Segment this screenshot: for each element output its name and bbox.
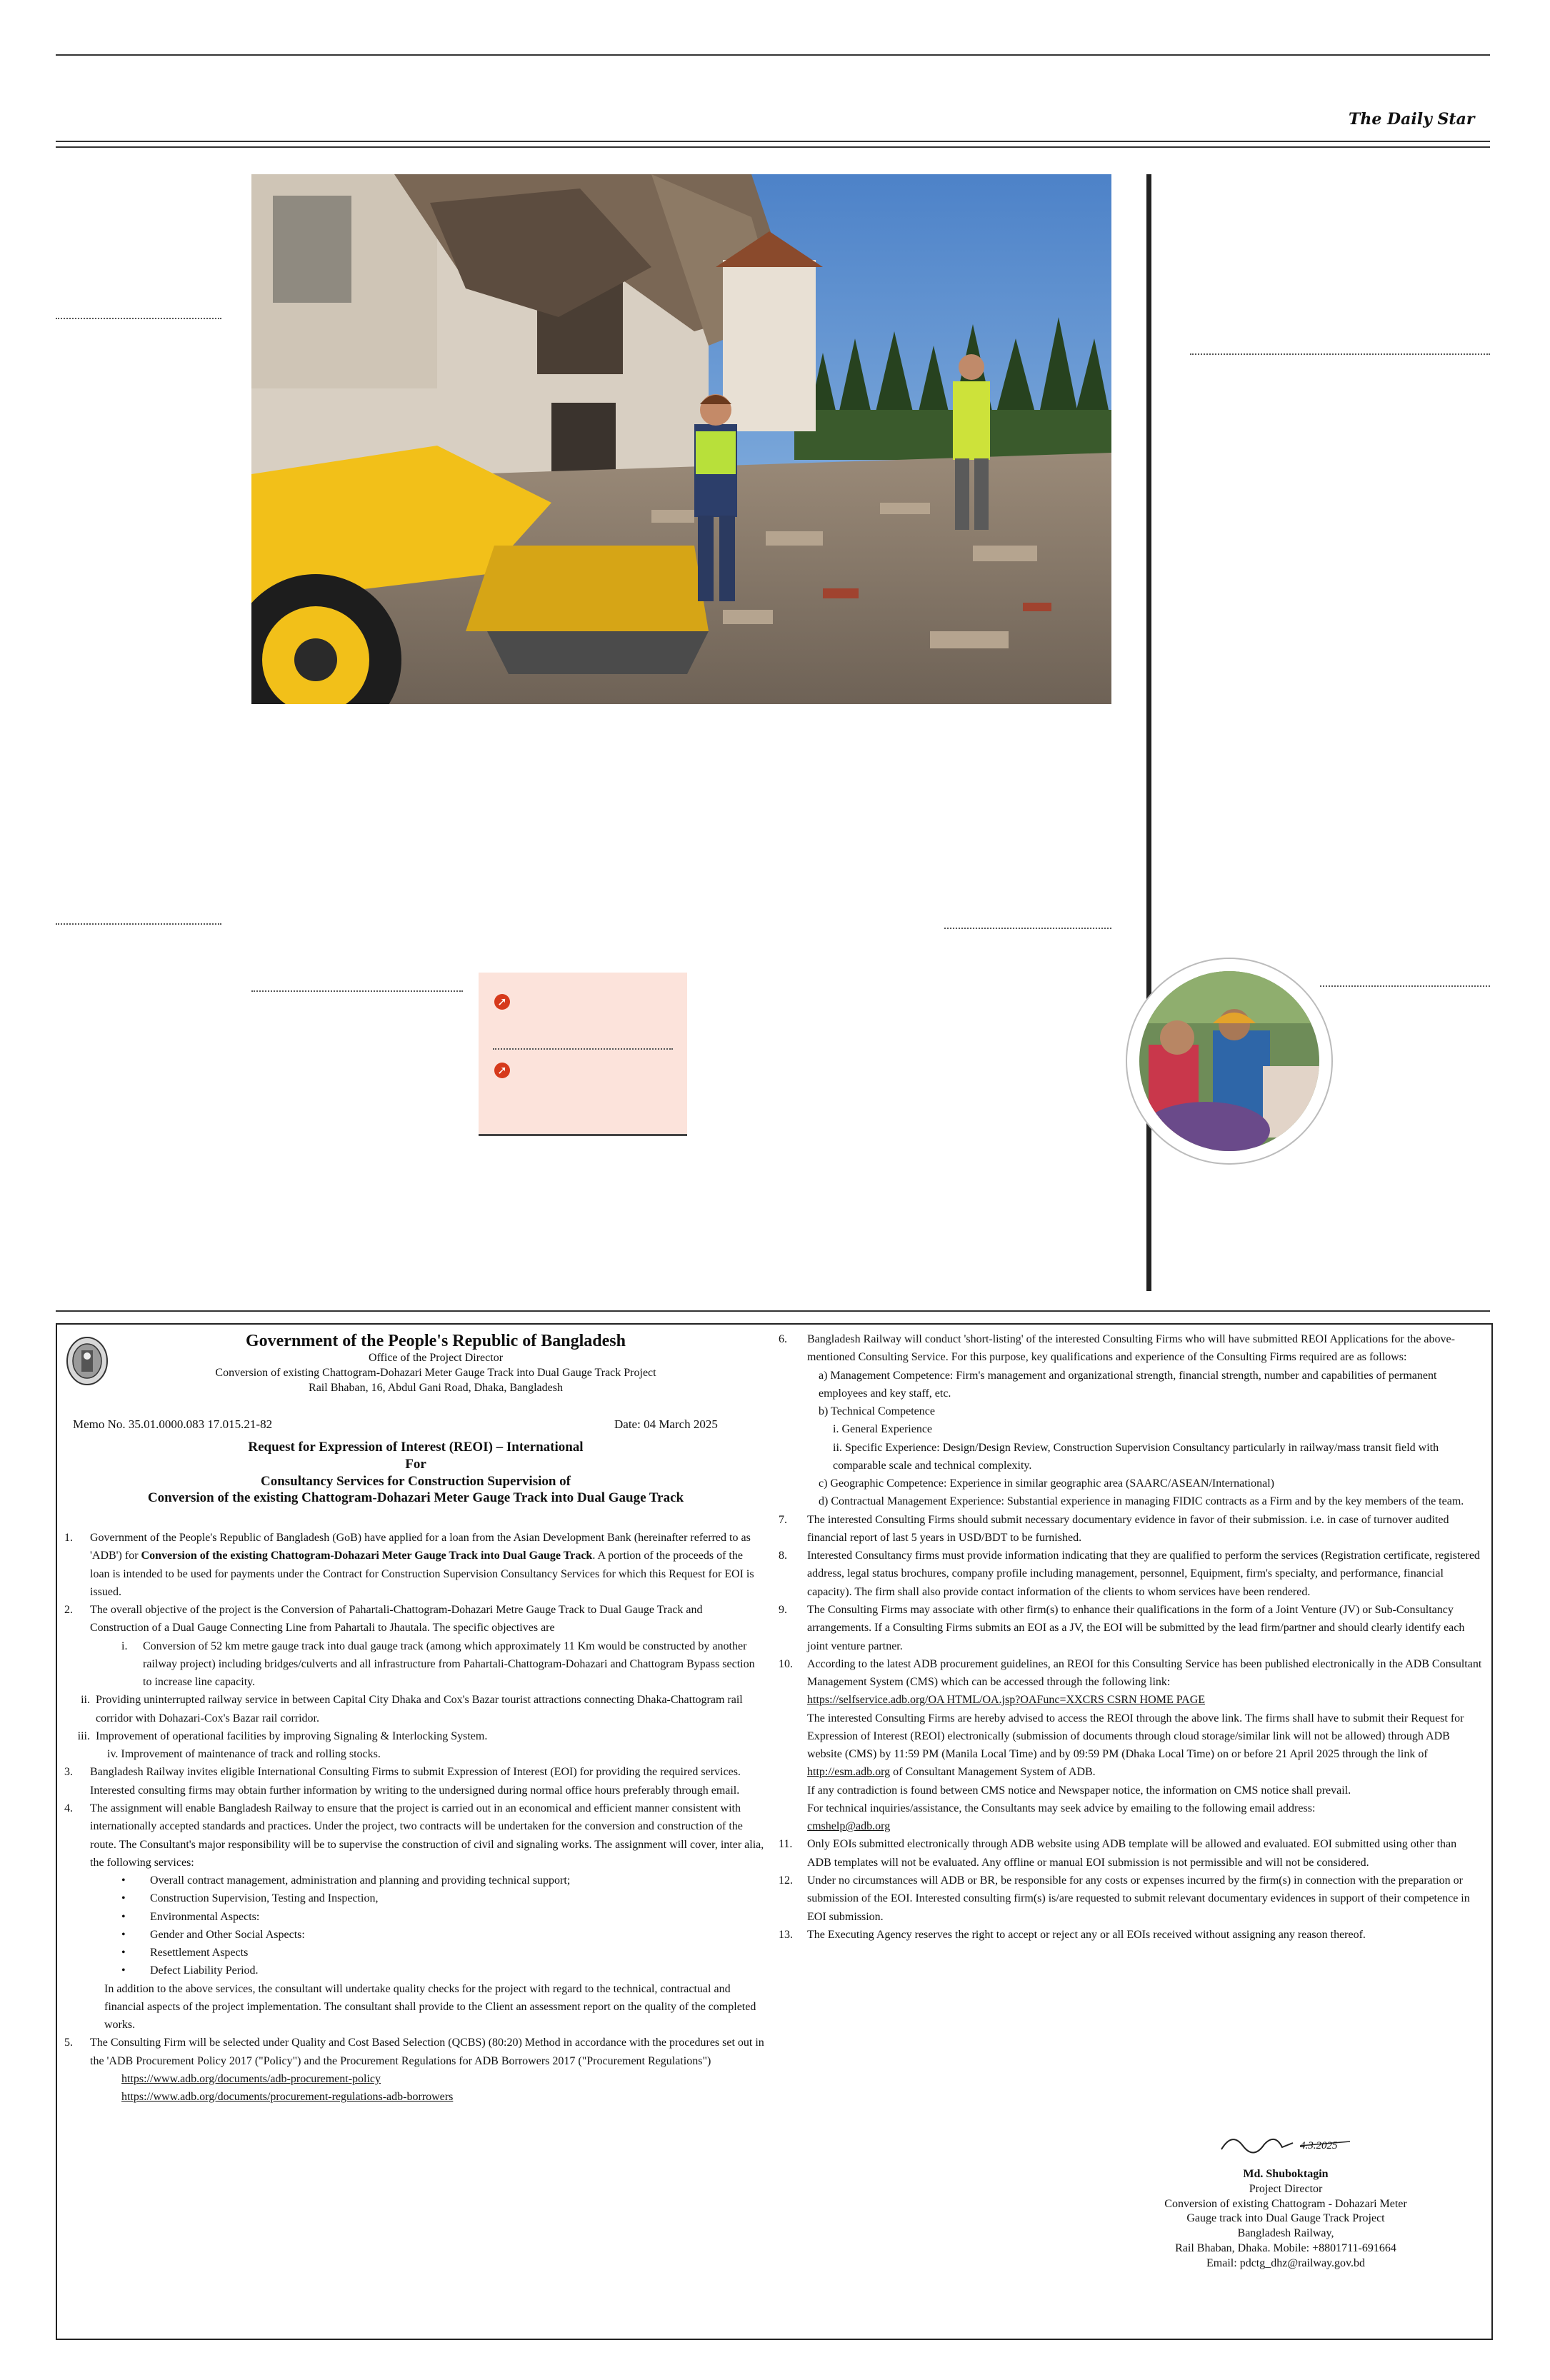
- column-divider-dots: [56, 318, 221, 319]
- esm-adb-link[interactable]: http://esm.adb.org: [807, 1766, 891, 1779]
- criterion-a: a) Management Competence: Firm's management and organizational strength, financial strength, number and capabilities of permanent employees and key staff, etc.: [819, 1369, 1437, 1400]
- paragraph-12: 12. Under no circumstances will ADB or BR, be responsible for any costs or expenses incurred by the firm(s) in connection with the preparation or submission of the EOI. Interested consulting firm(s) is/are requested to submit relevant documentary evidences in support of their competence in EOI submission.: [779, 1874, 1470, 1923]
- paragraph-11: 11. Only EOIs submitted electronically through ADB website using ADB template will be allowed and evaluated. EOI submitted using other than ADB templates will not be evaluated. Any offline or manual EOI submission is not permissible and will not be considered.: [779, 1838, 1457, 1869]
- service-item: • Overall contract management, administration and planning and providing technical support;: [121, 1874, 571, 1887]
- column-divider-dots: [56, 923, 221, 925]
- adb-cms-link[interactable]: https://selfservice.adb.org/OA HTML/OA.jsp?OAFunc=XXCRS CSRN HOME PAGE: [807, 1694, 1206, 1707]
- signatory-name: Md. Shuboktagin: [1243, 2168, 1329, 2180]
- paragraph-6: 6. Bangladesh Railway will conduct 'short-listing' of the interested Consulting Firms who will have submitted REOI Applications for the above-mentioned Consulting Service. For this purpose, key qualifications and experience of the Consulting Firms required are as follows:: [779, 1333, 1455, 1364]
- paragraph-5: 5. The Consulting Firm will be selected under Quality and Cost Based Selection (QCBS) (80:20) Method in accordance with the procedures set out in the 'ADB Procurement Policy 2017 ("Policy") and the Procurement Regulations for ADB Borrowers 2017 ("Procurement Regulations"): [64, 2037, 764, 2067]
- service-item: • Environmental Aspects:: [121, 1910, 260, 1923]
- objective-iii: iii. Improvement of operational facilities by improving Signaling & Interlocking System.: [77, 1729, 488, 1742]
- objective-ii: ii. Providing uninterrupted railway service in between Capital City Dhaka and Cox's Bazar tourist attractions connecting Dhaka-Chattogram rail corridor with Dohazari-Cox's Bazar rail corridor.: [81, 1694, 743, 1724]
- reoi-title: Request for Expression of Interest (REOI) – International: [248, 1440, 584, 1455]
- criterion-b: b) Technical Competence: [819, 1405, 935, 1418]
- signatory-email: Email: pdctg_dhz@railway.gov.bd: [1206, 2256, 1365, 2269]
- reoi-notice: [56, 1323, 1493, 2340]
- signatory-org: Bangladesh Railway,: [1237, 2227, 1334, 2240]
- cms-help-email-link[interactable]: cmshelp@adb.org: [807, 1820, 891, 1833]
- criterion-b-ii: ii. Specific Experience: Design/Design Review, Construction Supervision Consultancy particularly in railway/mass transit field with comparable scale and technical complexity.: [833, 1441, 1439, 1472]
- signatory-title: Project Director: [1249, 2182, 1323, 2195]
- office-line: Office of the Project Director: [368, 1352, 504, 1364]
- news-photo-collapsed-building: [251, 174, 1111, 704]
- signature-date: 4.3.2025: [1300, 2140, 1338, 2151]
- circular-photo-people: [1127, 959, 1331, 1163]
- service-item: • Gender and Other Social Aspects:: [121, 1928, 305, 1941]
- adb-procurement-policy-link[interactable]: https://www.adb.org/documents/adb-procurement-policy: [121, 2072, 381, 2085]
- service-item: • Resettlement Aspects: [121, 1947, 249, 1959]
- service-item: • Defect Liability Period.: [121, 1964, 259, 1977]
- masthead-rule-2: [56, 146, 1490, 148]
- signatory-contact: Rail Bhaban, Dhaka. Mobile: +8801711-691664: [1175, 2241, 1396, 2254]
- column-divider-dots: [1190, 353, 1490, 355]
- memo-number: Memo No. 35.01.0000.083 17.015.21-82: [73, 1417, 273, 1431]
- criterion-d: d) Contractual Management Experience: Substantial experience in managing FIDIC contracts as a Firm and by the key members of the team.: [819, 1495, 1464, 1508]
- government-title: Government of the People's Republic of Bangladesh: [246, 1332, 626, 1350]
- signature-block: [1107, 2140, 1464, 2271]
- paragraph-1: 1. Government of the People's Republic of Bangladesh (GoB) have applied for a loan from the Asian Development Bank (hereinafter referred to as 'ADB') for Conversion of the existing Chattogram-Dohazari Meter Gauge Track into Dual Gauge Track. A portion of the proceeds of the loan is intended to be used for payments under the Contract for Construction Supervision Consultancy Services for which this Request for EOI is issued.: [64, 1532, 754, 1598]
- criterion-b-i: i. General Experience: [833, 1423, 933, 1436]
- masthead-rule-1: [56, 141, 1490, 142]
- criterion-c: c) Geographic Competence: Experience in similar geographic area (SAARC/ASEAN/International): [819, 1477, 1274, 1490]
- paragraph-2: 2. The overall objective of the project is the Conversion of Pahartali-Chattogram-Dohazari Metre Gauge Track to Dual Gauge Track and Construction of a Dual Gauge Connecting Line from Pahartali to Jhautala. The specific objectives are: [64, 1604, 703, 1635]
- masthead-logo: The Daily Star: [1349, 110, 1475, 129]
- reoi-title-service: Consultancy Services for Construction Supervision of: [260, 1473, 571, 1489]
- reoi-title-project: Conversion of the existing Chattogram-Dohazari Meter Gauge Track into Dual Gauge Track: [147, 1490, 684, 1506]
- column-divider-dots: [944, 928, 1111, 929]
- arrow-icon: ➚: [494, 994, 510, 1010]
- service-item: • Construction Supervision, Testing and Inspection,: [121, 1892, 379, 1905]
- government-emblem-icon: [64, 1335, 110, 1387]
- paragraph-13: 13. The Executing Agency reserves the right to accept or reject any or all EOIs received without assigning any reason thereof.: [779, 1928, 1366, 1941]
- project-line: Conversion of existing Chattogram-Dohazari Meter Gauge Track into Dual Gauge Track Project: [215, 1366, 656, 1379]
- notice-date: Date: 04 March 2025: [614, 1417, 718, 1431]
- arrow-icon: ➚: [494, 1063, 510, 1078]
- paragraph-3: 3. Bangladesh Railway invites eligible International Consulting Firms to submit Expression of Interest (EOI) for providing the required services. Interested consulting firms may obtain further information by writing to the undersigned during normal office hours preferably through email.: [64, 1766, 741, 1797]
- adb-procurement-regulations-link[interactable]: https://www.adb.org/documents/procurement-regulations-adb-borrowers: [121, 2091, 454, 2104]
- column-divider-dots: [1320, 985, 1490, 987]
- paragraph-7: 7. The interested Consulting Firms should submit necessary documentary evidence in favor of their submission. i.e. in case of turnover audited financial report of last 5 years in USD/BDT to be furnished.: [779, 1513, 1449, 1544]
- callout-divider: [493, 1048, 673, 1050]
- signatory-project-2: Gauge track into Dual Gauge Track Project: [1186, 2212, 1385, 2225]
- paragraph-9: 9. The Consulting Firms may associate with other firm(s) to enhance their qualifications in the form of a Joint Venture (JV) or Sub-Consultancy arrangements. If a Consulting Firms submits an EOI as a JV, the EOI will be submitted by the lead firm/partner and should clearly identify each joint venture partner.: [779, 1603, 1465, 1652]
- left-column: [64, 1529, 764, 2107]
- signatory-project-1: Conversion of existing Chattogram - Dohazari Meter: [1164, 2197, 1407, 2210]
- paragraph-10: 10. According to the latest ADB procurement guidelines, an REOI for this Consulting Service has been published electronically in the ADB Consultant Management System (CMS) which can be accessed through the following link: https://selfservice.adb.org/OA HTML/OA.jsp?OAFunc=XXCRS CSRN HOME PAGE The interested Consulting Firms are hereby advised to access the REOI through the above link. The firms shall have to submit their Request for Expression of Interest (REOI) electronically (submission of documents through cloud storage/similar link will not be allowed) through ADB website (CMS) by 11:59 PM (Manila Local Time) and by 09:59 PM (Dhaka Local Time) on or before 21 April 2025 through the link of http://esm.adb.org of Consultant Management System of ADB. If any contradiction is found between CMS notice and Newspaper notice, the information on CMS notice shall prevail. For technical inquiries/assistance, the Consultants may seek advice by emailing to the following email address: cmshelp@adb.org: [779, 1657, 1482, 1833]
- section-rule: [56, 1310, 1490, 1312]
- services-list: [64, 1872, 764, 1980]
- address-line: Rail Bhaban, 16, Abdul Gani Road, Dhaka, Bangladesh: [309, 1381, 563, 1394]
- objective-i: i. Conversion of 52 km metre gauge track into dual gauge track (among which approximately 11 Km would be constructed by another railway project) including bridges/culverts and all infrastructure from Pahartali-Chattogram-Dohazari and Chattogram Bypass section to increase line capacity.: [121, 1640, 755, 1689]
- top-rule: [56, 54, 1490, 56]
- right-column: [779, 1330, 1483, 1944]
- reoi-title-for: For: [405, 1456, 426, 1472]
- paragraph-4-continued: In addition to the above services, the consultant will undertake quality checks for the project with regard to the technical, contractual and financial aspects of the project implementation. The consultant shall provide to the Client an assessment report on the quality of the completed works.: [104, 1982, 756, 2032]
- column-divider-dots: [251, 990, 463, 992]
- paragraph-4: 4. The assignment will enable Bangladesh Railway to ensure that the project is carried out in an economical and efficient manner consistent with internationally accepted standards and practices. Under the project, two contracts will be undertaken for the conversion and construction of the route. The Consultant's major responsibility will be to supervise the construction of civil and signaling works. The assignment will cover, inter alia, the following services:: [64, 1802, 764, 1869]
- paragraph-8: 8. Interested Consultancy firms must provide information indicating that they are qualified to perform the services (Registration certificate, registered address, legal status brochures, company profile including management, personnel, Equipment, firm's specialty, and performance, financial capacity). The firm shall also provide contact information of the clients to whom services have been rendered.: [779, 1550, 1480, 1598]
- callout-box: [479, 973, 687, 1136]
- objective-iv: iv. Improvement of maintenance of track and rolling stocks.: [107, 1748, 381, 1761]
